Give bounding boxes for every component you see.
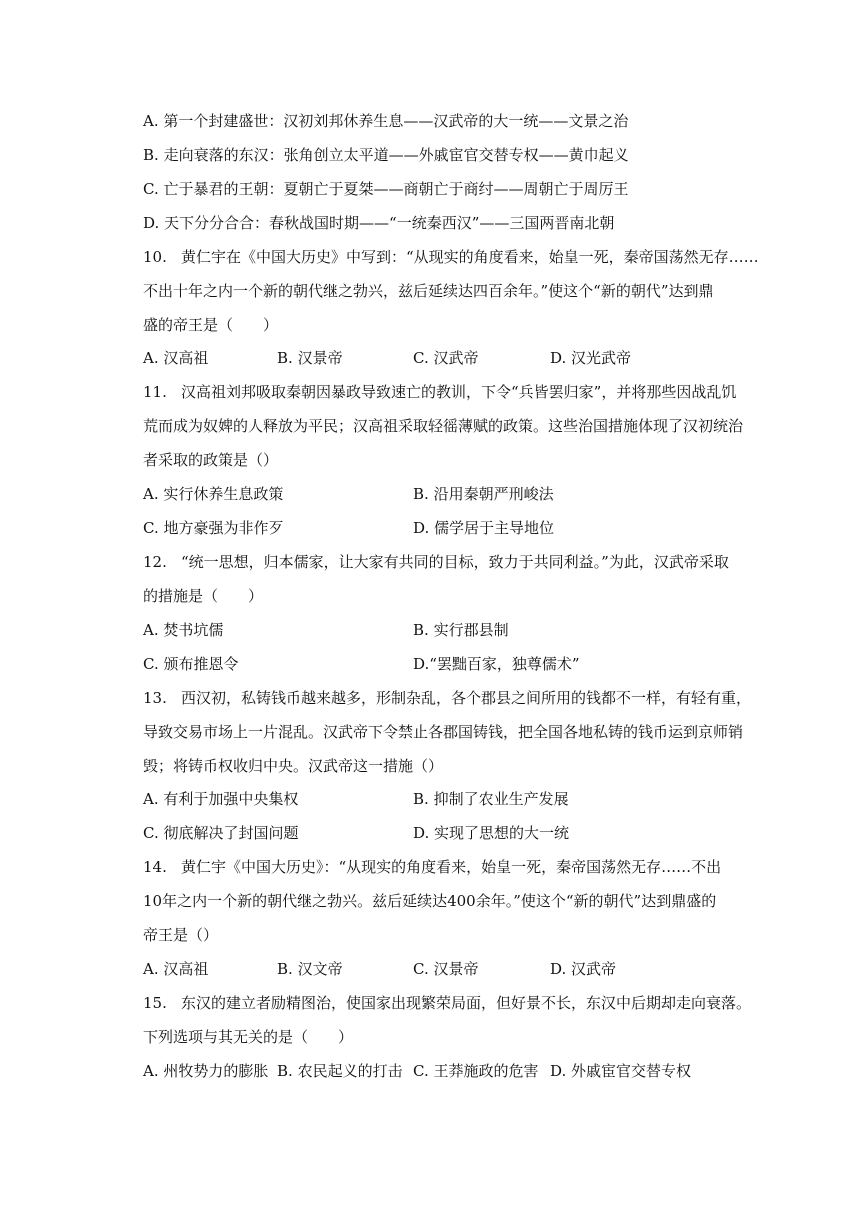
q13-option-c: C. 彻底解决了封国问题 (143, 824, 299, 842)
q11-option-a: A. 实行休养生息政策 (143, 485, 284, 503)
q11-stem-line-2: 荒而成为奴婢的人释放为平民；汉高祖采取轻徭薄赋的政策。这些治国措施体现了汉初统治 (143, 417, 744, 435)
q15-option-c: C. 王莽施政的危害 (413, 1062, 539, 1080)
q15-stem-line-2: 下列选项与其无关的是（ ） (143, 1028, 354, 1046)
q13-stem-line-2: 导致交易市场上一片混乱。汉武帝下令禁止各郡国铸钱，把全国各地私铸的钱币运到京师销 (143, 723, 744, 741)
q14-option-a: A. 汉高祖 (143, 960, 209, 978)
q13-stem-line-3: 毁；将铸币权收归中央。汉武帝这一措施（） (143, 757, 444, 775)
q14-stem-line-1: 14. 黄仁宇《中国大历史》：“从现实的角度看来，始皇一死，秦帝国荡然无存……不出 (143, 858, 722, 876)
q12-number: 12. (143, 553, 167, 571)
q13-option-b: B. 抑制了农业生产发展 (413, 790, 569, 808)
q14-number: 14. (143, 858, 167, 876)
q15-number: 15. (143, 994, 167, 1012)
q11-option-c: C. 地方豪强为非作歹 (143, 519, 284, 537)
q11-stem-line-3: 者采取的政策是（） (143, 451, 279, 469)
q9-option-a: A. 第一个封建盛世：汉初刘邦休养生息——汉武帝的大一统——文景之治 (143, 112, 629, 130)
q13-number: 13. (143, 689, 167, 707)
q10-number: 10. (143, 248, 167, 266)
q10-option-b: B. 汉景帝 (277, 349, 343, 367)
q14-option-d: D. 汉武帝 (550, 960, 617, 978)
q14-option-c: C. 汉景帝 (413, 960, 479, 978)
q11-option-b: B. 沿用秦朝严刑峻法 (413, 485, 554, 503)
q9-option-d: D. 天下分分合合：春秋战国时期——“一统秦西汉”——三国两晋南北朝 (143, 214, 615, 232)
q13-option-a: A. 有利于加强中央集权 (143, 790, 299, 808)
q14-stem-line-2: 10年之内一个新的朝代继之勃兴。兹后延续达400余年。”使这个“新的朝代”达到鼎盛的 (143, 892, 717, 910)
q12-option-c: C. 颁布推恩令 (143, 655, 239, 673)
q11-number: 11. (143, 383, 167, 401)
q13-option-d: D. 实现了思想的大一统 (413, 824, 570, 842)
q10-option-d: D. 汉光武帝 (550, 349, 632, 367)
q12-option-a: A. 焚书坑儒 (143, 621, 224, 639)
q12-option-d: D.“罢黜百家，独尊儒术” (413, 655, 580, 673)
q10-stem-line-2: 不出十年之内一个新的朝代继之勃兴，兹后延续达四百余年。”使这个“新的朝代”达到鼎 (143, 282, 714, 300)
q11-stem-line-1: 11. 汉高祖刘邦吸取秦朝因暴政导致速亡的教训，下令“兵皆罢归家”，并将那些因战乱饥 (143, 383, 737, 401)
q13-stem-line-1: 13. 西汉初，私铸钱币越来越多，形制杂乱，各个郡县之间所用的钱都不一样，有轻有重， (143, 689, 752, 707)
q12-option-b: B. 实行郡县制 (413, 621, 509, 639)
q14-option-b: B. 汉文帝 (277, 960, 343, 978)
q10-stem-line-3: 盛的帝王是（ ） (143, 316, 279, 334)
q15-option-d: D. 外戚宦官交替专权 (550, 1062, 692, 1080)
q10-option-c: C. 汉武帝 (413, 349, 479, 367)
q15-option-b: B. 农民起义的打击 (277, 1062, 403, 1080)
q14-stem-line-3: 帝王是（） (143, 926, 219, 944)
q11-option-d: D. 儒学居于主导地位 (413, 519, 555, 537)
q10-option-a: A. 汉高祖 (143, 349, 209, 367)
q15-stem-line-1: 15. 东汉的建立者励精图治，使国家出现繁荣局面，但好景不长，东汉中后期却走向衰落。 (143, 994, 752, 1012)
q12-stem-line-1: 12. “统一思想，归本儒家，让大家有共同的目标，致力于共同利益。”为此，汉武帝采取 (143, 553, 729, 571)
q12-stem-line-2: 的措施是（ ） (143, 587, 264, 605)
q15-option-a: A. 州牧势力的膨胀 (143, 1062, 269, 1080)
q10-stem-line-1: 10. 黄仁宇在《中国大历史》中写到：“从现实的角度看来，始皇一死，秦帝国荡然无存…… (143, 248, 759, 266)
q9-option-b: B. 走向衰落的东汉：张角创立太平道——外戚宦官交替专权——黄巾起义 (143, 146, 629, 164)
q9-option-c: C. 亡于暴君的王朝：夏朝亡于夏桀——商朝亡于商纣——周朝亡于周厉王 (143, 180, 629, 198)
